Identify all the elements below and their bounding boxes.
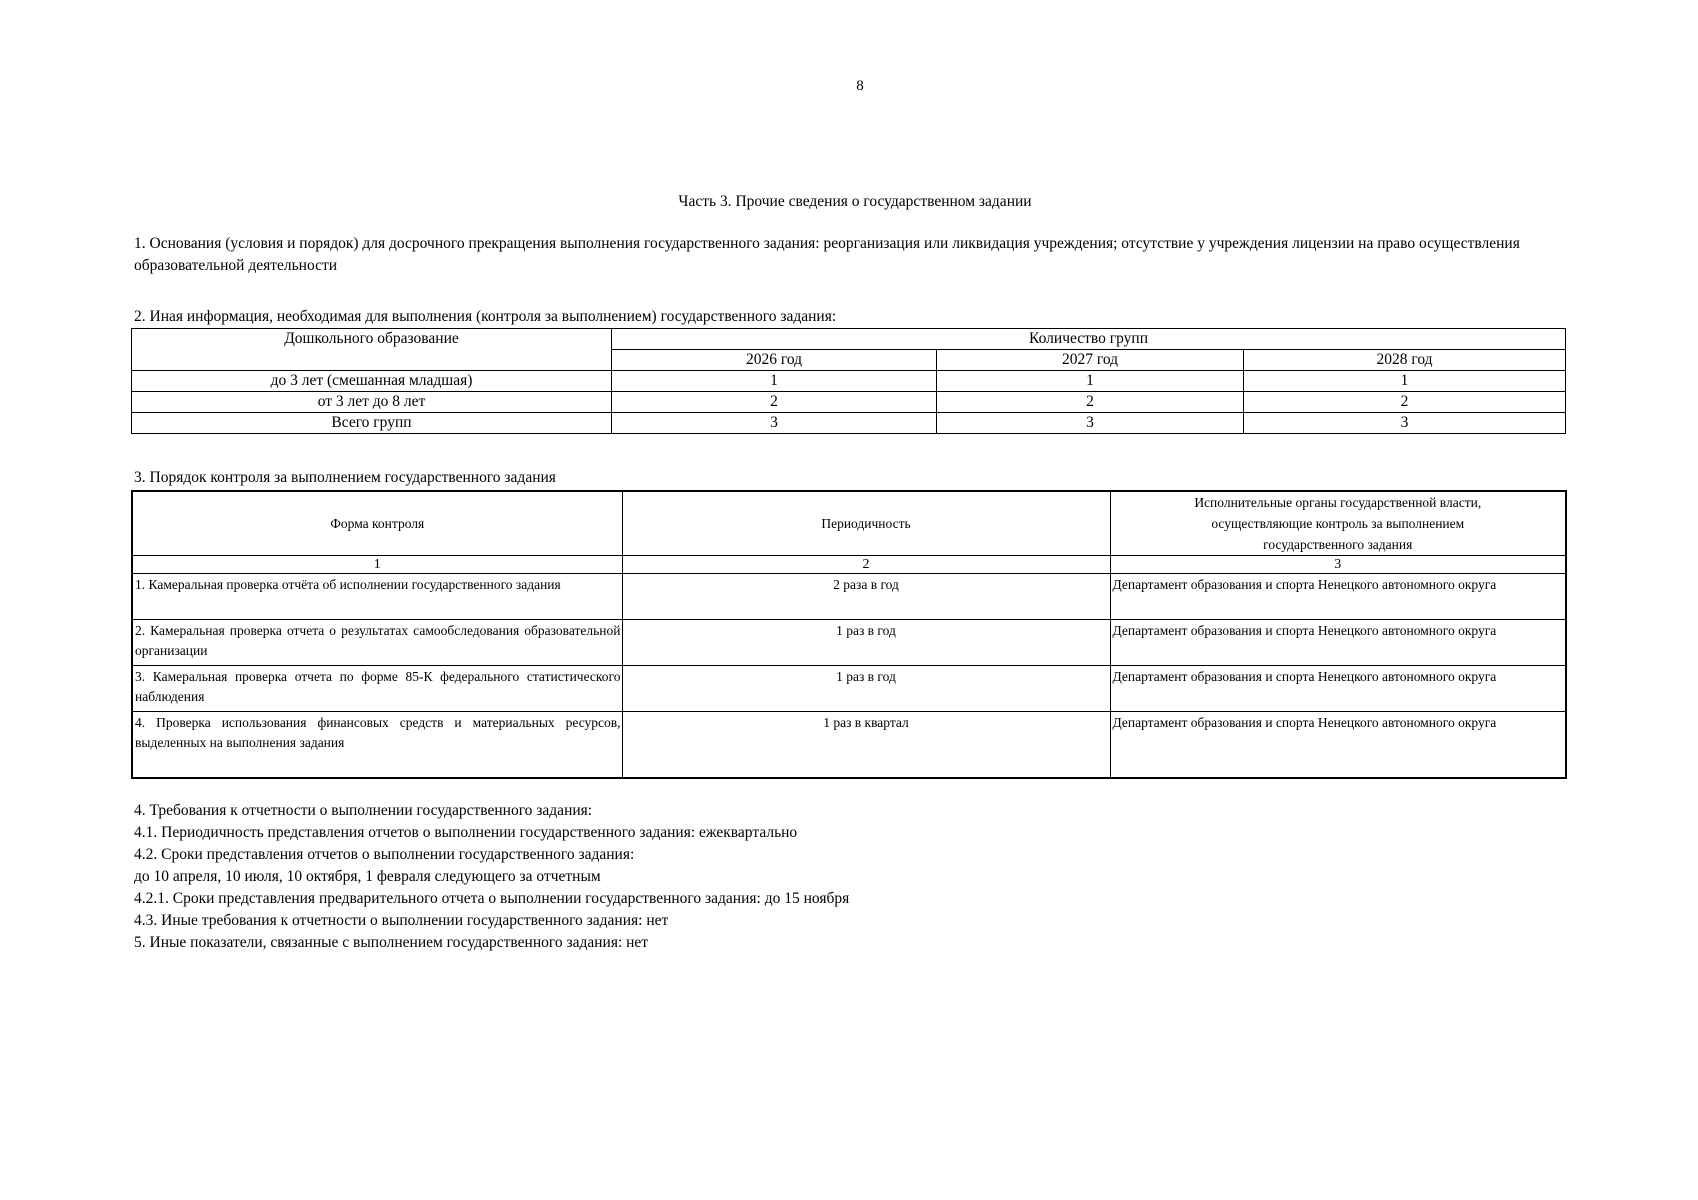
year-2026-head: 2026 год (612, 350, 937, 371)
header-organ-text: Исполнительные органы государственной власти, осуществляющие контроль за выполнением государственного задания (1194, 495, 1482, 552)
col-number: 1 (132, 556, 622, 574)
header-form: Форма контроля (132, 491, 622, 556)
row-value: 1 (1244, 371, 1566, 392)
control-period: 1 раз в квартал (622, 712, 1110, 779)
control-form: 2. Камеральная проверка отчета о результатах самообследования образовательной организации (132, 620, 622, 666)
row-value: 3 (612, 413, 937, 434)
col-number: 2 (622, 556, 1110, 574)
row-value: 3 (937, 413, 1244, 434)
row-label: от 3 лет до 8 лет (132, 392, 612, 413)
row-label: Всего групп (132, 413, 612, 434)
year-2027-head: 2027 год (937, 350, 1244, 371)
row-value: 2 (1244, 392, 1566, 413)
table-row (132, 712, 1566, 779)
report-line: 4.3. Иные требования к отчетности о выполнении государственного задания: нет (134, 912, 669, 929)
report-line: 4.2.1. Сроки представления предварительного отчета о выполнении государственного задания: до 15 ноября (134, 890, 850, 907)
table-row (132, 620, 1566, 666)
reporting-requirements (134, 800, 849, 954)
control-form: 4. Проверка использования финансовых средств и материальных ресурсов, выделенных на выполнения задания (132, 712, 622, 779)
table-row (132, 371, 1566, 392)
part-title: Часть 3. Прочие сведения о государственном задании (678, 193, 1032, 210)
control-organ: Департамент образования и спорта Ненецкого автономного округа (1110, 712, 1566, 779)
section-2-title: 2. Иная информация, необходимая для выполнения (контроля за выполнением) государственного задания: (134, 308, 837, 325)
section-3-title: 3. Порядок контроля за выполнением государственного задания (134, 469, 556, 486)
header-period: Периодичность (622, 491, 1110, 556)
control-organ: Департамент образования и спорта Ненецкого автономного округа (1110, 666, 1566, 712)
groups-table (131, 328, 1566, 434)
control-organ: Департамент образования и спорта Ненецкого автономного округа (1110, 574, 1566, 620)
groups-count-head: Количество групп (612, 329, 1566, 350)
row-value: 2 (937, 392, 1244, 413)
row-value: 3 (1244, 413, 1566, 434)
control-period: 2 раза в год (622, 574, 1110, 620)
col-number: 3 (1110, 556, 1566, 574)
header-organ (1110, 491, 1566, 556)
row-value: 2 (612, 392, 937, 413)
year-2028-head: 2028 год (1244, 350, 1566, 371)
report-line: 5. Иные показатели, связанные с выполнением государственного задания: нет (134, 934, 649, 951)
table-row (132, 666, 1566, 712)
control-form: 1. Камеральная проверка отчёта об исполнении государственного задания (132, 574, 622, 620)
control-organ: Департамент образования и спорта Ненецкого автономного округа (1110, 620, 1566, 666)
control-period: 1 раз в год (622, 666, 1110, 712)
report-line: 4. Требования к отчетности о выполнении государственного задания: (134, 802, 593, 819)
row-value: 1 (937, 371, 1244, 392)
table-row (132, 413, 1566, 434)
report-line: до 10 апреля, 10 июля, 10 октября, 1 февраля следующего за отчетным (134, 868, 601, 885)
row-value: 1 (612, 371, 937, 392)
control-table (131, 490, 1567, 779)
report-line: 4.1. Периодичность представления отчетов о выполнении государственного задания: ежеквартально (134, 824, 798, 841)
page-number: 8 (856, 78, 864, 94)
control-form: 3. Камеральная проверка отчета по форме 85-К федерального статистического наблюдения (132, 666, 622, 712)
section-1-text: 1. Основания (условия и порядок) для досрочного прекращения выполнения государственного задания: реорганизация или ликвидация учреждения; отсутствие у учреждения лицензии на право осуществления образовательной деятельности (134, 235, 1520, 274)
control-period: 1 раз в год (622, 620, 1110, 666)
row-label: до 3 лет (смешанная младшая) (132, 371, 612, 392)
table-row (132, 392, 1566, 413)
groups-col-head: Дошкольного образование (132, 329, 612, 371)
table-row (132, 574, 1566, 620)
report-line: 4.2. Сроки представления отчетов о выполнении государственного задания: (134, 846, 635, 863)
